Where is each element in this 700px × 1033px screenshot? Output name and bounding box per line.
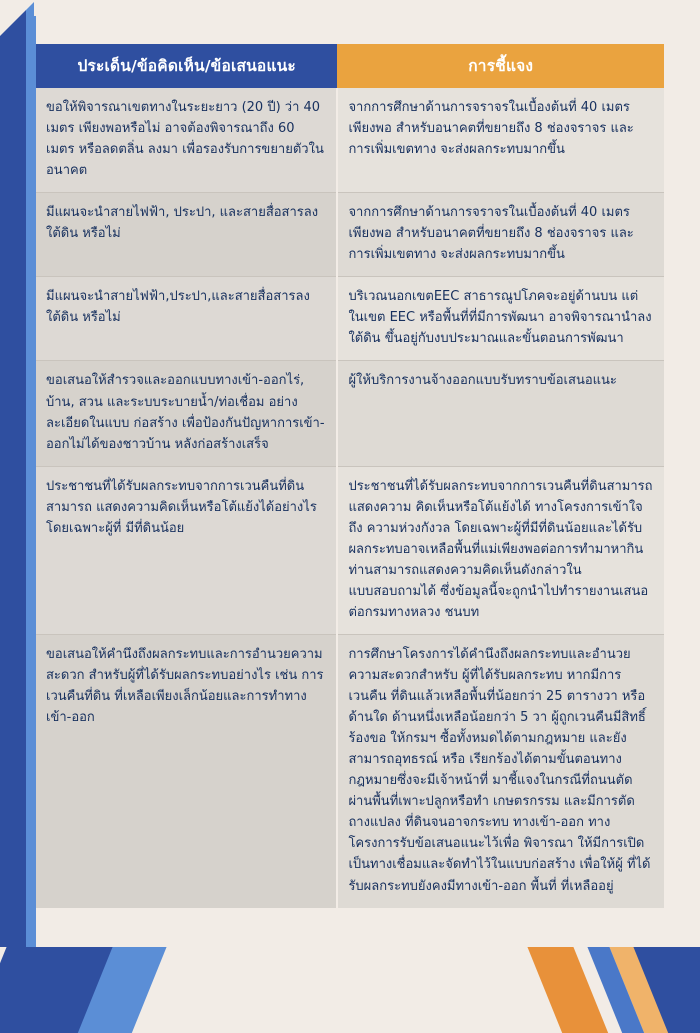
clarification-text: ผู้ให้บริการงานจ้างออกแบบรับทราบข้อเสนอแนะ — [348, 373, 617, 389]
issue-text: มีแผนจะนำสายไฟฟ้า,ประปา,และสายสื่อสารลงใต้ดิน หรือไม่ — [46, 289, 310, 326]
header-clarification: การชี้แจง — [337, 44, 664, 88]
comments-table-container — [36, 44, 664, 908]
table-row — [36, 193, 664, 277]
cell-issue — [36, 361, 337, 466]
cell-clarification — [337, 277, 664, 361]
table-row — [36, 361, 664, 466]
table-row — [36, 88, 664, 193]
cell-clarification — [337, 634, 664, 907]
clarification-text: ประชาชนที่ได้รับผลกระทบจากการเวนคืนที่ดินสามารถ แสดงความ คิดเห็นหรือโต้แย้งได้ ทางโครงการเข้าใจถึง ความห่วงกังวล โดยเฉพาะผู้ที่มีที่ดินน้อยและได้รับ ผลกระทบอาจเหลือพื้นที่แม่เพียงพอต่อการทำมาหากิน ท่านสามารถแสดงความคิดเห็นดังกล่าวในแบบสอบถามได้ ซึ่งข้อมูลนี้จะถูกนำไปทำรายงานเสนอต่อกรมทางหลวง ชนบท — [348, 478, 657, 620]
cell-clarification — [337, 88, 664, 193]
cell-issue — [36, 466, 337, 634]
table-row — [36, 634, 664, 907]
top-left-corner-cut — [0, 0, 36, 36]
issue-text: ประชาชนที่ได้รับผลกระทบจากการเวนคืนที่ดิน สามารถ แสดงความคิดเห็นหรือโต้แย้งได้อย่างไร โดยเฉพาะผู้ที่ มีที่ดินน้อย — [46, 478, 321, 536]
header-issue: ประเด็น/ข้อคิดเห็น/ข้อเสนอแนะ — [36, 44, 337, 88]
clarification-text: การศึกษาโครงการได้คำนึงถึงผลกระทบและอำนวย ความสะดวกสำหรับ ผู้ที่ได้รับผลกระทบ หากมีการเวนคืน ที่ดินแล้วเหลือพื้นที่น้อยกว่า 25 ตารางวา หรือด้านใด ด้านหนึ่งเหลือน้อยกว่า 5 วา ผู้ถูกเวนคืนมีสิทธิ์ร้องขอ ให้กรมฯ ซื้อทั้งหมดได้ตามกฎหมาย และยังสามารถอุทธรณ์ หรือ เรียกร้องได้ตามขั้นตอนทางกฎหมายซึ่งจะมีเจ้าหน้าที่ มาชี้แจงในกรณีที่ถนนตัดผ่านพื้นที่เพาะปลูกหรือทำ เกษตรกรรม และมีการตัดถางแปลง ที่ดินจนอาจกระทบ ทางเข้า-ออก ทางโครงการรับข้อเสนอแนะไว้เพื่อ พิจารณา ให้มีการเปิดเป็นทางเชื่อมและจัดทำไว้ในแบบก่อสร้าง เพื่อให้ผู้ ที่ได้รับผลกระทบยังคงมีทางเข้า-ออก พื้นที่ ที่เหลืออยู่ — [348, 646, 651, 894]
issue-text: ขอเสนอให้คำนึงถึงผลกระทบและการอำนวยความสะดวก สำหรับผู้ที่ได้รับผลกระทบอย่างไร เช่น การเวนคืนที่ดิน ที่เหลือเพียงเล็กน้อยและการทำทางเข้า-ออก — [46, 646, 324, 726]
cell-clarification — [337, 466, 664, 634]
cell-issue — [36, 88, 337, 193]
cell-issue — [36, 193, 337, 277]
table-row — [36, 277, 664, 361]
issue-text: มีแผนจะนำสายไฟฟ้า, ประปา, และสายสื่อสารลงใต้ดิน หรือไม่ — [46, 205, 319, 242]
cell-issue — [36, 277, 337, 361]
table-body — [36, 88, 664, 908]
clarification-text: จากการศึกษาด้านการจราจรในเบื้องต้นที่ 40 เมตรเพียงพอ สำหรับอนาคตที่ขยายถึง 8 ช่องจราจร และการเพิ่มเขตทาง จะส่งผลกระทบมากขึ้น — [348, 205, 634, 263]
cell-clarification — [337, 361, 664, 466]
issue-text: ขอเสนอให้สำรวจและออกแบบทางเข้า-ออกไร่, บ้าน, สวน และระบบระบายน้ำ/ท่อเชื่อม อย่างละเอียดในแบบ ก่อสร้าง เพื่อป้องกันปัญหาการเข้า-ออกไม่ได้ของชาวบ้าน หลังก่อสร้างเสร็จ — [46, 373, 325, 452]
cell-clarification — [337, 193, 664, 277]
table-header — [36, 44, 664, 88]
cell-issue — [36, 634, 337, 907]
left-edge-light-blue-bar — [26, 0, 36, 1033]
comments-table — [36, 44, 664, 908]
header-row — [36, 44, 664, 88]
clarification-text: จากการศึกษาด้านการจราจรในเบื้องต้นที่ 40 เมตรเพียงพอ สำหรับอนาคตที่ขยายถึง 8 ช่องจราจร และการเพิ่มเขตทาง จะส่งผลกระทบมากขึ้น — [348, 100, 634, 158]
top-margin — [34, 0, 700, 16]
issue-text: ขอให้พิจารณาเขตทางในระยะยาว (20 ปี) ว่า 40 เมตร เพียงพอหรือไม่ อาจต้องพิจารณาถึง 60 เมตร หรือลดตลิ่น ลงมา เพื่อรองรับการขยายตัวในอนาคต — [46, 100, 325, 179]
table-row — [36, 466, 664, 634]
clarification-text: บริเวณนอกเขตEEC สาธารณูปโภคจะอยู่ด้านบน แต่ ในเขต EEC หรือพื้นที่ที่มีการพัฒนา อาจพิจารณานำลง ใต้ดิน ขึ้นอยู่กับงบประมาณและขั้นตอนการพัฒนา — [348, 289, 656, 347]
bottom-decorative-band — [0, 947, 700, 1033]
